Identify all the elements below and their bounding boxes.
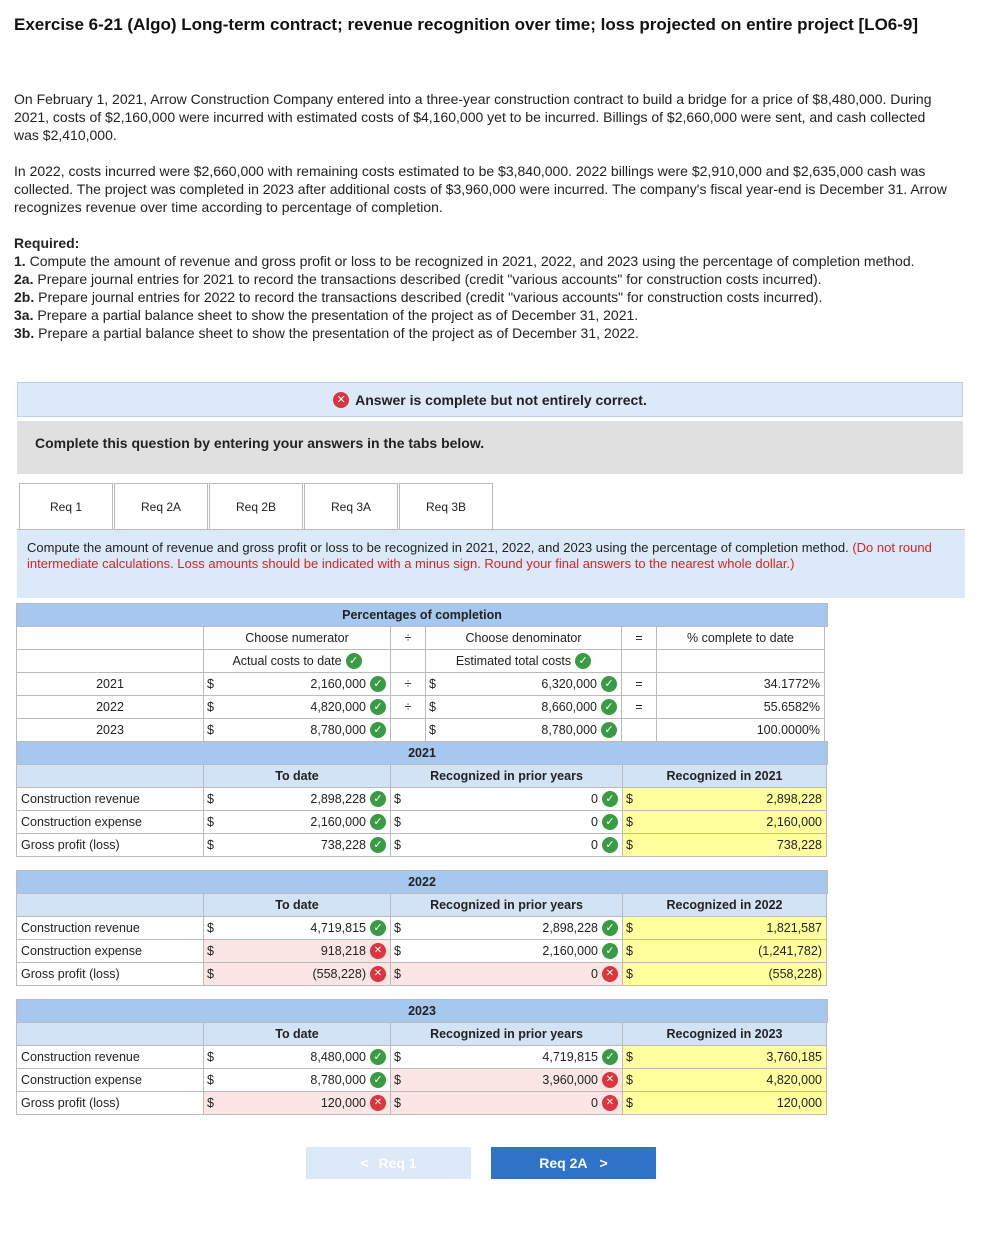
required-item: 1. Compute the amount of revenue and gross profit or loss to be recognized in 2021, 2022, and 2023 using the percentage of completion method.	[14, 253, 915, 269]
answer-status-banner	[17, 382, 963, 417]
required-heading: Required:	[14, 235, 80, 251]
tab-req-3a[interactable]: Req 3A	[304, 483, 398, 530]
check-icon: ✓	[346, 653, 362, 669]
todate-input[interactable]: $ 8,780,000 ✓	[203, 1068, 391, 1092]
required-section	[14, 234, 954, 342]
todate-input[interactable]: $ 120,000 ✕	[203, 1091, 391, 1115]
required-item: 2a. Prepare journal entries for 2021 to record the transactions described (credit "various accounts" for construction costs incurred).	[14, 271, 822, 287]
todate-input[interactable]: $ 2,160,000 ✓	[203, 810, 391, 834]
required-item: 2b. Prepare journal entries for 2022 to record the transactions described (credit "various accounts" for construction costs incurred).	[14, 289, 823, 305]
instruction-box: Complete this question by entering your answers in the tabs below.	[17, 421, 963, 474]
numerator-input[interactable]: $ 8,780,000 ✓	[203, 718, 391, 742]
question-text: Compute the amount of revenue and gross profit or loss to be recognized in 2021, 2022, and 2023 using the percentage of completion method.	[27, 540, 849, 555]
pct-row: 2021 $ 2,160,000 ✓ ÷ $ 6,320,000 ✓ = 34.1772%	[17, 673, 828, 696]
prior-input[interactable]: $ 0 ✓	[390, 787, 623, 811]
question-box	[17, 530, 965, 598]
answer-status-text: Answer is complete but not entirely correct.	[355, 391, 647, 408]
result-label: % complete to date	[656, 626, 825, 650]
denominator-select[interactable]: Estimated total costs ✓	[425, 649, 622, 673]
todate-input[interactable]: $ 738,228 ✓	[203, 833, 391, 857]
pct-header: Percentages of completion	[16, 603, 828, 627]
prior-input[interactable]: $ 0 ✓	[390, 810, 623, 834]
required-item: 3b. Prepare a partial balance sheet to show the presentation of the project as of December 31, 2022.	[14, 325, 639, 341]
denominator-input[interactable]: $ 8,780,000 ✓	[425, 718, 622, 742]
check-icon: ✓	[370, 699, 386, 715]
prior-input[interactable]: $ 2,160,000 ✓	[390, 939, 623, 963]
tab-req-2b[interactable]: Req 2B	[209, 483, 303, 530]
answer-table: Percentages of completion Choose numerator ÷ Choose denominator = % complete to date Actual costs to date ✓ Estimated total costs ✓ 2021 $ 2,160,000 ✓ ÷ $ 6,320,000 ✓ = 34.1772% 2022 $ 4,820,000 ✓ ÷ $ 8,660,000 ✓ = 55.6582% 2023 $ 8,780,000 ✓ $ 8,780,000 ✓ 100.0000% 2021 To date Recognized in prior years Recognized in 2021 Construction revenue $ 2,898,228 ✓ $ 0 ✓ $ 2,898,228 Construction expense $ 2,160,000 ✓ $ 0 ✓ $ 2,160,000 Gross profit (loss) $ 738,228 ✓ $ 0 ✓ $ 738,228 2022 To date Recognized in prior years Recognized in 2022 Construction revenue $ 4,719,815 ✓ $ 2,898,228 ✓ $ 1,821,587 Construction expense $ 918,218 ✕ $ 2,160,000 ✓ $ (1,241,782) Gross profit (loss) $ (558,228) ✕ $ 0 ✕ $ (558,228) 2023 To date Recognized in prior years Recognized in 2023 Construction revenue $ 8,480,000 ✓ $ 4,719,815 ✓ $ 3,760,185 Construction expense $ 8,780,000 ✓ $ 3,960,000 ✕ $ 4,820,000 Gross profit (loss) $ 120,000 ✕ $ 0 ✕ $ 120,000	[17, 604, 828, 1115]
denominator-input[interactable]: $ 6,320,000 ✓	[425, 672, 622, 696]
todate-input[interactable]: $ 2,898,228 ✓	[203, 787, 391, 811]
tab-req-3b[interactable]: Req 3B	[399, 483, 493, 530]
tab-req-1[interactable]: Req 1	[19, 483, 113, 530]
page-title: Exercise 6-21 (Algo) Long-term contract; revenue recognition over time; loss projected on entire project [LO6-9]	[14, 15, 919, 34]
prior-input[interactable]: $ 0 ✕	[390, 962, 623, 986]
year-header-2023: 2023	[16, 999, 828, 1023]
todate-input[interactable]: $ (558,228) ✕	[203, 962, 391, 986]
check-icon: ✓	[601, 699, 617, 715]
todate-input[interactable]: $ 4,719,815 ✓	[203, 916, 391, 940]
prior-input[interactable]: $ 0 ✕	[390, 1091, 623, 1115]
prev-button[interactable]: < Req 1	[306, 1147, 471, 1179]
numerator-label: Choose numerator	[203, 626, 391, 650]
todate-input[interactable]: $ 918,218 ✕	[203, 939, 391, 963]
incorrect-icon: ✕	[333, 392, 349, 408]
numerator-input[interactable]: $ 2,160,000 ✓	[203, 672, 391, 696]
next-button[interactable]: Req 2A >	[491, 1147, 656, 1179]
prior-input[interactable]: $ 4,719,815 ✓	[390, 1045, 623, 1069]
required-item: 3a. Prepare a partial balance sheet to show the presentation of the project as of December 31, 2021.	[14, 307, 639, 323]
problem-paragraph-1: On February 1, 2021, Arrow Construction Company entered into a three-year construction contract to build a bridge for a price of $8,480,000. During 2021, costs of $2,160,000 were incurred with estimated costs of $4,160,000 yet to be incurred. Billings of $2,660,000 were sent, and cash collected was $2,410,000.	[14, 91, 932, 143]
tab-bar	[19, 483, 494, 530]
numerator-input[interactable]: $ 4,820,000 ✓	[203, 695, 391, 719]
numerator-select[interactable]: Actual costs to date ✓	[203, 649, 391, 673]
check-icon: ✓	[601, 722, 617, 738]
todate-input[interactable]: $ 8,480,000 ✓	[203, 1045, 391, 1069]
denominator-input[interactable]: $ 8,660,000 ✓	[425, 695, 622, 719]
year-header-2021: 2021	[16, 741, 828, 765]
tab-req-2a[interactable]: Req 2A	[114, 483, 208, 530]
check-icon: ✓	[370, 676, 386, 692]
question-note: (Do not round intermediate calculations. Loss amounts should be indicated with a minus sign. Round your final answers to the nearest whole dollar.)	[27, 540, 932, 571]
prior-input[interactable]: $ 0 ✓	[390, 833, 623, 857]
check-icon: ✓	[370, 722, 386, 738]
year-header-2022: 2022	[16, 870, 828, 894]
check-icon: ✓	[601, 676, 617, 692]
problem-paragraph-2: In 2022, costs incurred were $2,660,000 with remaining costs estimated to be $3,840,000. 2022 billings were $2,910,000 and $2,635,000 cash was collected. The project was completed in 2023 after additional costs of $3,960,000 were incurred. The company's fiscal year-end is December 31. Arrow recognizes revenue over time according to percentage of completion.	[14, 163, 947, 215]
check-icon: ✓	[575, 653, 591, 669]
prior-input[interactable]: $ 3,960,000 ✕	[390, 1068, 623, 1092]
denominator-label: Choose denominator	[425, 626, 622, 650]
pct-row: 2022 $ 4,820,000 ✓ ÷ $ 8,660,000 ✓ = 55.6582%	[17, 696, 828, 719]
pct-row: 2023 $ 8,780,000 ✓ $ 8,780,000 ✓ 100.0000%	[17, 719, 828, 742]
prior-input[interactable]: $ 2,898,228 ✓	[390, 916, 623, 940]
